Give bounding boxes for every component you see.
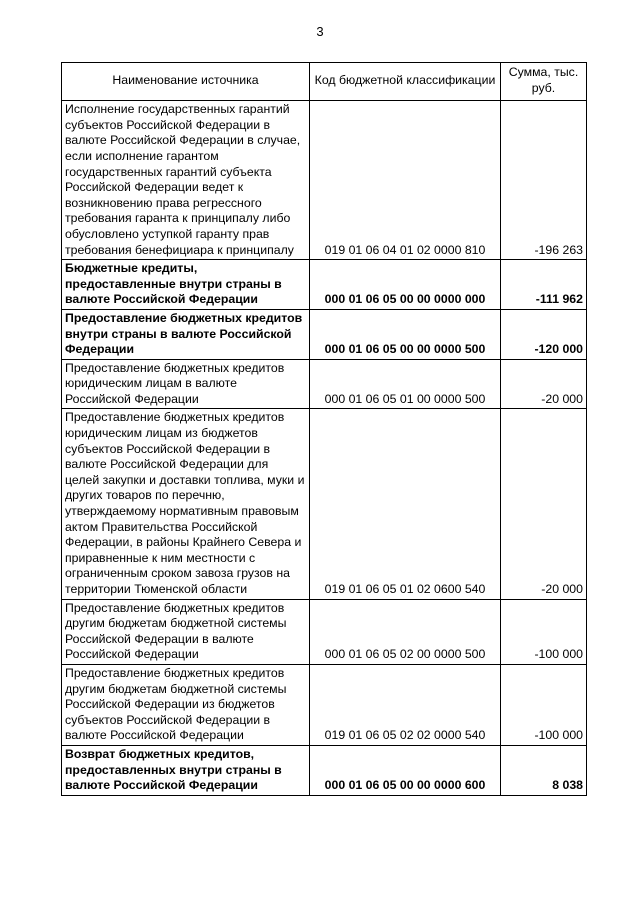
- row-source-name: Предоставление бюджетных кредитов другим бюджетам бюджетной системы Российской Федерации в валюте Российской Федерации: [62, 599, 310, 664]
- row-budget-code: 000 01 06 05 00 00 0000 500: [310, 309, 501, 359]
- table-header-row: [62, 63, 587, 101]
- row-amount: -100 000: [501, 599, 587, 664]
- table-row: [62, 664, 587, 745]
- row-source-name: Возврат бюджетных кредитов, предоставленных внутри страны в валюте Российской Федерации: [62, 745, 310, 795]
- table-row: [62, 260, 587, 310]
- row-amount: -196 263: [501, 101, 587, 260]
- row-amount: -120 000: [501, 309, 587, 359]
- row-amount: 8 038: [501, 745, 587, 795]
- row-budget-code: 000 01 06 05 02 00 0000 500: [310, 599, 501, 664]
- header-amount: Сумма, тыс. руб.: [501, 63, 587, 101]
- table-row: [62, 409, 587, 599]
- row-amount: -20 000: [501, 359, 587, 409]
- row-source-name: Исполнение государственных гарантий субъектов Российской Федерации в валюте Российской Федерации в случае, если исполнение гарантом государственных гарантий субъекта Российской Федерации ведет к возникновению права регрессного требования гаранта к принципалу либо обусловлено уступкой гаранту прав требования бенефициара к принципалу: [62, 101, 310, 260]
- table-row: [62, 745, 587, 795]
- page-number: 3: [316, 24, 324, 39]
- row-budget-code: 019 01 06 05 01 02 0600 540: [310, 409, 501, 599]
- header-budget-code: Код бюджетной классификации: [310, 63, 501, 101]
- row-budget-code: 019 01 06 05 02 02 0000 540: [310, 664, 501, 745]
- row-amount: -20 000: [501, 409, 587, 599]
- row-source-name: Предоставление бюджетных кредитов юридическим лицам в валюте Российской Федерации: [62, 359, 310, 409]
- table-row: [62, 599, 587, 664]
- row-budget-code: 000 01 06 05 00 00 0000 600: [310, 745, 501, 795]
- row-source-name: Предоставление бюджетных кредитов внутри страны в валюте Российской Федерации: [62, 309, 310, 359]
- table-row: [62, 101, 587, 260]
- row-source-name: Предоставление бюджетных кредитов юридическим лицам из бюджетов субъектов Российской Федерации в валюте Российской Федерации для целей закупки и доставки топлива, муки и других товаров по перечню, утверждаемому нормативным правовым актом Правительства Российской Федерации, в районы Крайнего Севера и приравненные к ним местности с ограниченным сроком завоза грузов на территории Тюменской области: [62, 409, 310, 599]
- row-budget-code: 000 01 06 05 01 00 0000 500: [310, 359, 501, 409]
- header-source-name: Наименование источника: [62, 63, 310, 101]
- row-budget-code: 000 01 06 05 00 00 0000 000: [310, 260, 501, 310]
- budget-sources-table: [61, 62, 587, 796]
- table-row: [62, 309, 587, 359]
- row-source-name: Бюджетные кредиты, предоставленные внутри страны в валюте Российской Федерации: [62, 260, 310, 310]
- row-amount: -111 962: [501, 260, 587, 310]
- row-budget-code: 019 01 06 04 01 02 0000 810: [310, 101, 501, 260]
- row-source-name: Предоставление бюджетных кредитов другим бюджетам бюджетной системы Российской Федерации из бюджетов субъектов Российской Федерации в валюте Российской Федерации: [62, 664, 310, 745]
- table-row: [62, 359, 587, 409]
- row-amount: -100 000: [501, 664, 587, 745]
